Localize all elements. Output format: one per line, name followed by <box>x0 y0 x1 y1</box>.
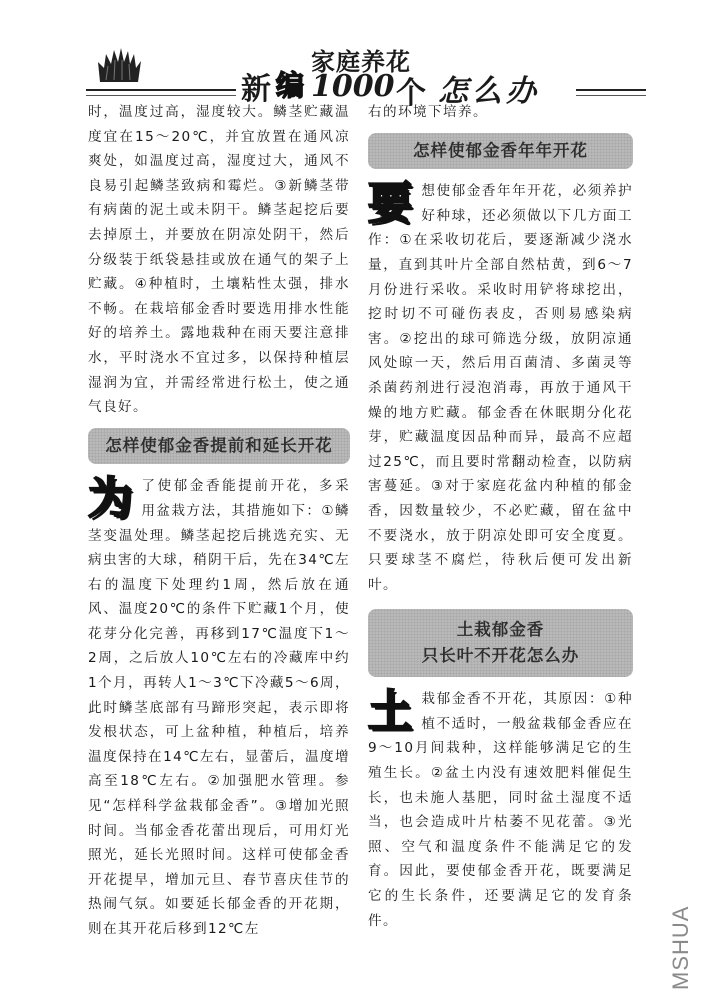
header-rule-left <box>86 89 236 96</box>
dropcap-tu: 土 <box>368 686 414 738</box>
section-heading-advance-extend: 怎样使郁金香提前和延长开花 <box>88 428 350 465</box>
heading-line-2: 只长叶不开花怎么办 <box>421 646 580 666</box>
page-header <box>86 42 626 111</box>
tulip-cluster-icon <box>96 48 142 82</box>
header-title-bottom: 怎么办 <box>438 74 540 109</box>
intro-paragraph: 时，温度过高，湿度较大。鳞茎贮藏温度宜在15～20℃，并宜放置在通风凉爽处，如温度过高，湿度过大，通风不良易引起鳞茎致病和霉烂。③新鳞茎带有病菌的泥土或未阴干。鳞茎起挖后要去掉原土，并要放在阴凉处阴干，然后分级装于纸袋悬挂或放在通气的架子上贮藏。④种植时，土壤粘性太强，排水不畅。在栽培郁金香时要选用排水性能好的培养土。露地栽种在雨天要注意排水，平时浇水不宜过多，以保持种植层湿润为宜，并需经常进行松土，使之通气良好。 <box>88 104 350 416</box>
continuation-paragraph: 右的环境下培养。 <box>368 104 488 120</box>
section-body-text: 栽郁金香不开花，其原因：①种植不适时，一般盆栽郁金香应在9～10月间栽种，这样能够满足它的生殖生长。②盆土内没有速效肥料催促生长，也未施人基肥，同时盆土湿度不适当，也会造成叶片枯萎不见花蕾。③光照、空气和温度条件不能满足它的发育。因此，要使郁金香开花，既要满足它的生长条件，还要满足它的发育条件。 <box>368 691 633 929</box>
watermark: MSHUA <box>668 905 693 990</box>
section-no-bloom-body <box>368 687 633 933</box>
heading-line-1: 土栽郁金香 <box>456 620 545 640</box>
header-prefix-bian: 编 <box>276 69 305 102</box>
section-heading-yearly-bloom: 怎样使郁金香年年开花 <box>368 133 633 170</box>
section-heading-no-bloom <box>368 609 633 677</box>
right-column <box>368 100 633 933</box>
header-title-top: 家庭养花 <box>311 48 411 76</box>
header-rule-right <box>576 89 646 96</box>
dropcap-yao: 要 <box>368 178 414 230</box>
section-advance-extend-body <box>88 474 350 941</box>
section-yearly-bloom-body <box>368 179 633 597</box>
left-column <box>88 100 350 942</box>
section-body-text: 想使郁金香年年开花，必须养护好种球，还必须做以下几方面工作：①在采收切花后，要逐渐减少浇水量，直到其叶片全部自然枯黄，到6～7月份进行采收。采收时用铲将球挖出，挖时切不可碰伤表皮，否则易感染病害。②挖出的球可筛选分级，放阴凉通风处晾一天，然后用百菌清、多菌灵等杀菌药剂进行浸泡消毒，再放于通风干燥的地方贮藏。郁金香在休眠期分化花芽，贮藏温度因品种而异，最高不应超过25℃，而且要时常翻动检查，以防病害蔓延。③对于家庭花盆内种植的郁金香，因数量较少，不必贮藏，留在盆中不要浇水，放于阴凉处即可安全度夏。只要球茎不腐烂，待秋后便可发出新叶。 <box>368 183 633 593</box>
section-body-text: 了使郁金香能提前开花，多采用盆栽方法，其措施如下：①鳞茎变温处理。鳞茎起挖后挑选充实、无病虫害的大球，稍阴干后，先在34℃左右的温度下处理约1周，然后放在通风、温度20℃的条件下贮藏1个月，使花芽分化完善，再移到17℃温度下1～2周，之后放人10℃左右的冷藏库中约1个月，再转人1～3℃下冷藏5～6周，此时鳞茎底部有马蹄形突起，表示即将发根状态，可上盆种植，种植后，培养温度保持在14℃左右，显蕾后，温度增高至18℃左右。②加强肥水管理。参见“怎样科学盆栽郁金香”。③增加光照时间。当郁金香花蕾出现后，可用灯光照光，延长光照时间。这样可使郁金香开花提早，增加元旦、春节喜庆佳节的热闹气氛。如要延长郁金香的开花期，则在其开花后移到12℃左 <box>88 478 350 937</box>
dropcap-wei: 为 <box>88 473 134 525</box>
header-number: 1000 <box>311 69 395 104</box>
header-ge: 个 <box>396 76 426 111</box>
header-prefix-xin: 新 <box>241 72 272 107</box>
